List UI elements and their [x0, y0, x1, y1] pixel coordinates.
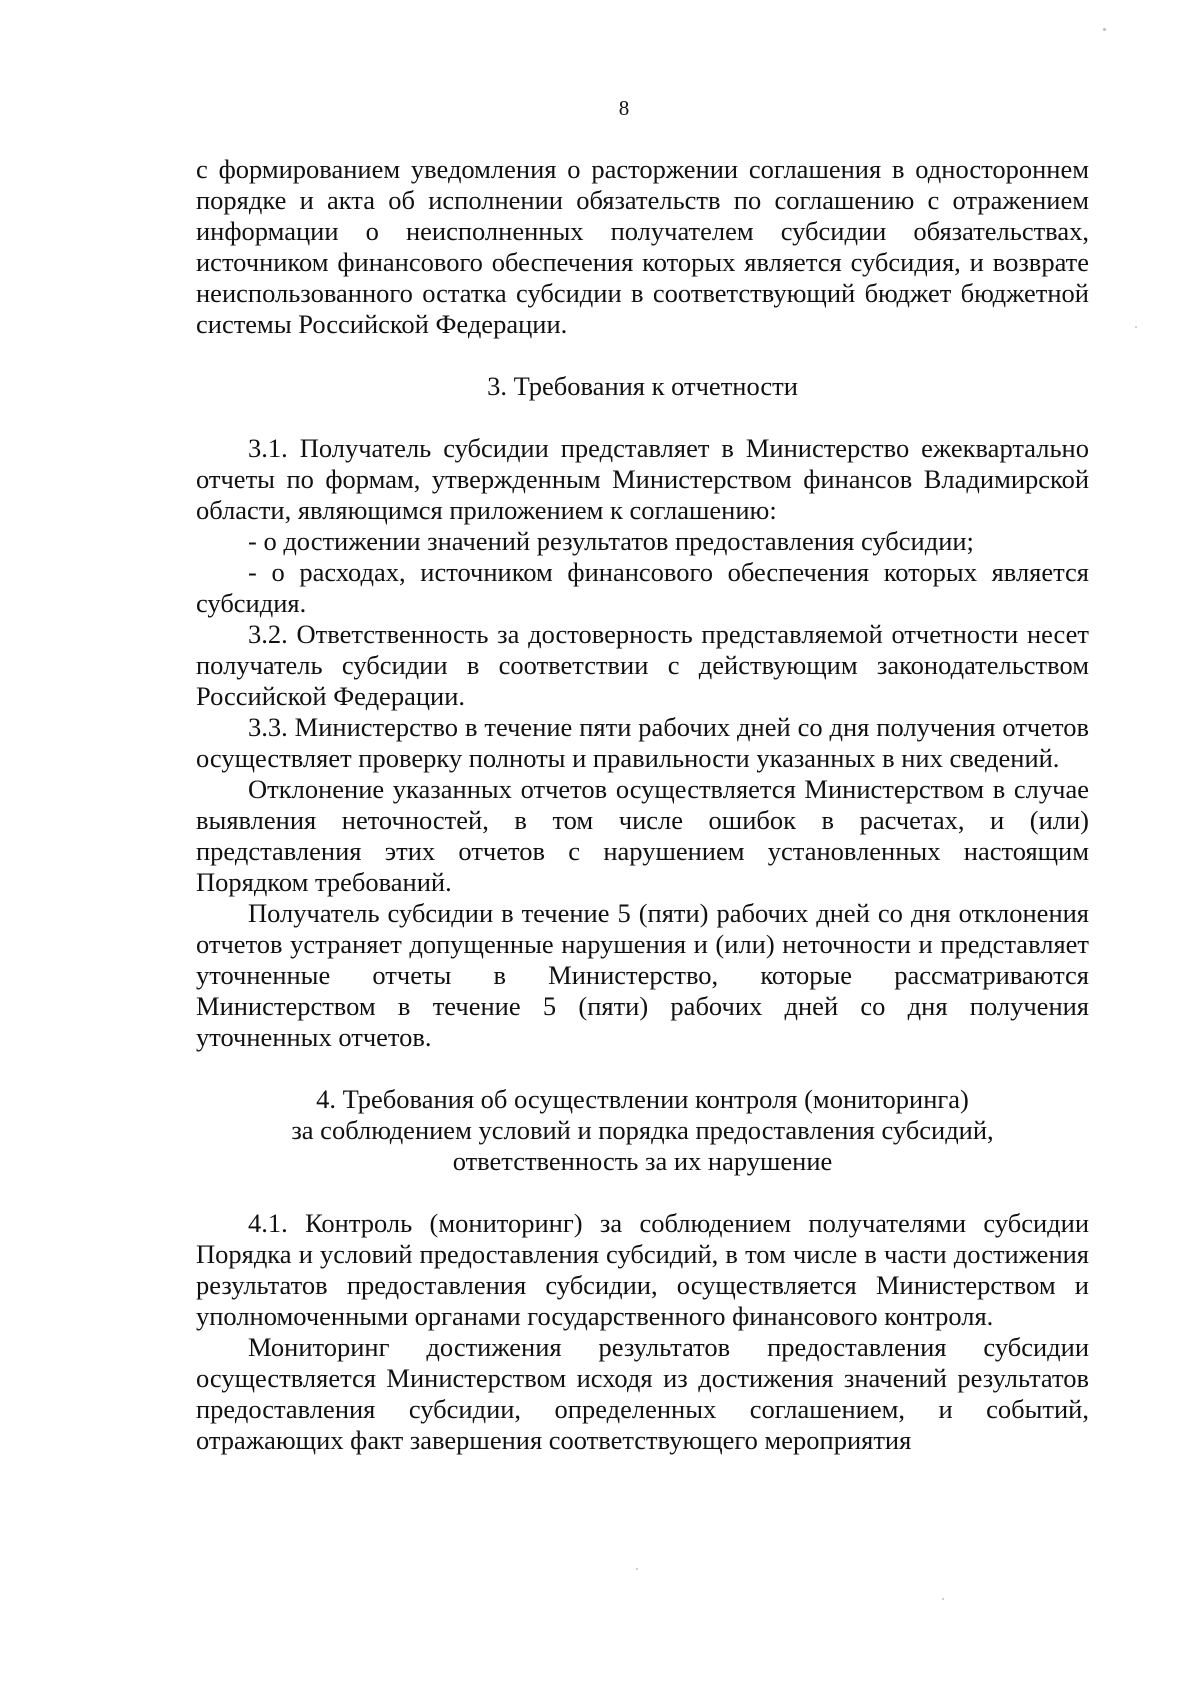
page-number: 8	[618, 96, 630, 120]
list-item-achievement: - о достижении значений результатов предоставления субсидии;	[248, 526, 974, 556]
scan-speck	[1103, 28, 1106, 31]
intro-paragraph: с формированием уведомления о расторжении соглашения в одностороннем порядке и акта об исполнении обязательств по соглашению с отражением информации о неисполненных получателем субсидии обязательствах, источником финансового обеспечения которых является субсидия, и возврате неиспользованного остатка субсидии в соответствующий бюджет бюджетной системы Российской Федерации.	[196, 154, 1089, 339]
scan-speck	[636, 1568, 638, 1570]
section-4-heading-line-2: за соблюдением условий и порядка предоставления субсидий,	[291, 1115, 994, 1145]
list-item-expenses: - о расходах, источником финансового обеспечения которых является субсидия.	[196, 557, 1089, 618]
paragraph-correction: Получатель субсидии в течение 5 (пяти) рабочих дней со дня отклонения отчетов устраняет допущенные нарушения и (или) неточности и представляет уточненные отчеты в Министерство, которые рассматриваются Министерством в течение 5 (пяти) рабочих дней со дня получения уточненных отчетов.	[196, 898, 1089, 1052]
paragraph-4-1: 4.1. Контроль (мониторинг) за соблюдением получателями субсидии Порядка и условий предоставления субсидий, в том числе в части достижения результатов предоставления субсидии, осуществляется Министерством и уполномоченными органами государственного финансового контроля.	[196, 1208, 1089, 1331]
scan-speck	[1135, 326, 1137, 328]
paragraph-3-2: 3.2. Ответственность за достоверность представляемой отчетности несет получатель субсидии в соответствии с действующим законодательством Российской Федерации.	[196, 619, 1089, 711]
section-4-heading-line-3: ответственность за их нарушение	[452, 1146, 833, 1176]
section-4-heading-line-1: 4. Требования об осуществлении контроля (мониторинга)	[316, 1084, 969, 1114]
paragraph-rejection: Отклонение указанных отчетов осуществляется Министерством в случае выявления неточностей, в том числе ошибок в расчетах, и (или) представления этих отчетов с нарушением установленных настоящим Порядком требований.	[196, 774, 1089, 897]
document-body	[196, 154, 1089, 1456]
paragraph-3-1: 3.1. Получатель субсидии представляет в Министерство ежеквартально отчеты по формам, утвержденным Министерством финансов Владимирской области, являющимся приложением к соглашению:	[196, 433, 1089, 525]
section-4-heading	[196, 1084, 1089, 1177]
scan-speck	[942, 1598, 944, 1600]
paragraph-monitoring: Мониторинг достижения результатов предоставления субсидии осуществляется Министерством исходя из достижения значений результатов предоставления субсидии, определенных соглашением, и событий, отражающих факт завершения соответствующего мероприятия	[196, 1332, 1089, 1455]
paragraph-3-3: 3.3. Министерство в течение пяти рабочих дней со дня получения отчетов осуществляет проверку полноты и правильности указанных в них сведений.	[196, 712, 1089, 773]
section-3-heading: 3. Требования к отчетности	[487, 371, 798, 401]
